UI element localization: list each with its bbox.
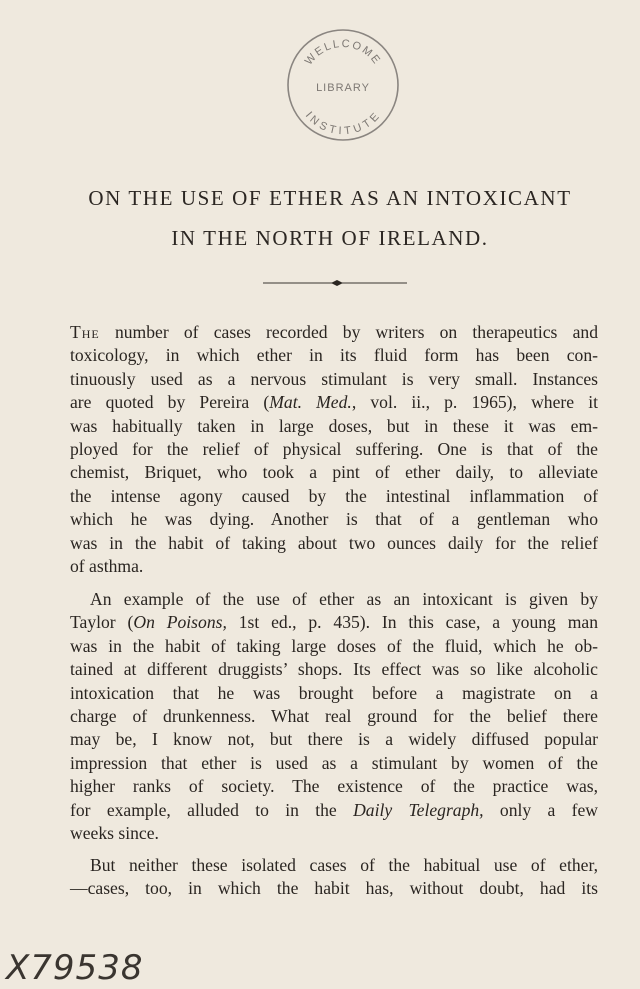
text-line: ployed for the relief of physical suffering. One is that of the <box>70 439 598 460</box>
text-line: intoxication that he was brought before a magistrate on a <box>70 682 598 703</box>
ornamental-rule <box>255 276 415 290</box>
text-line: tained at different druggists’ shops. Its effect was so like alcoholic <box>70 659 598 680</box>
text-line: number of cases recorded by writers on therapeutics and <box>99 322 598 342</box>
text-line: weeks since. <box>70 823 159 844</box>
text-line: Taylor (On Poisons, 1st ed., p. 435). In this case, a young man <box>70 612 598 633</box>
paragraph-3 <box>70 854 598 901</box>
library-stamp-graphic <box>283 25 403 145</box>
text-line: of asthma. <box>70 556 144 577</box>
paragraph-1 <box>70 321 598 578</box>
text-line: for example, alluded to in the Daily Telegraph, only a few <box>70 799 598 820</box>
citation-italic: Mat. Med. <box>269 392 352 413</box>
text-line: was habitually taken in large doses, but in these it was em- <box>70 415 598 436</box>
text-line: the intense agony caused by the intestinal inflammation of <box>70 485 598 506</box>
stamp-top-text: WELLCOME <box>302 37 384 68</box>
text-line: may be, I know not, but there is a widely diffused popular <box>70 729 598 750</box>
text-line: was in the habit of taking about two ounces daily for the relief <box>70 532 598 553</box>
dropcap-word: The <box>70 322 100 342</box>
text-line: But neither these isolated cases of the habitual use of ether, <box>90 855 598 875</box>
paragraph-2 <box>70 588 598 845</box>
text-line: are quoted by Pereira (Mat. Med., vol. ii., p. 1965), where it <box>70 392 598 413</box>
text-line: toxicology, in which ether in its fluid form has been con- <box>70 345 598 366</box>
text-line: which he was dying. Another is that of a gentleman who <box>70 509 598 530</box>
text-line: An example of the use of ether as an intoxicant is given by <box>90 589 598 609</box>
text-line: chemist, Briquet, who took a pint of ether daily, to alleviate <box>70 462 598 483</box>
text-line: was in the habit of taking large doses of the fluid, which he ob- <box>70 635 598 656</box>
title-line-2: IN THE NORTH OF IRELAND. <box>171 226 489 250</box>
stamp-center-text: LIBRARY <box>316 82 370 94</box>
citation-italic: On Poisons, <box>133 612 227 633</box>
text-line: —cases, too, in which the habit has, without doubt, had its <box>70 878 598 899</box>
citation-italic: Daily Telegraph, <box>353 799 484 820</box>
text-line: tinuously used as a nervous stimulant is very small. Instances <box>70 368 598 389</box>
stamp-bottom-text: INSTITUTE <box>302 109 383 138</box>
text-line: higher ranks of society. The existence of the practice was, <box>70 776 598 797</box>
text-line: charge of drunkenness. What real ground for the belief there <box>70 706 598 727</box>
library-stamp <box>283 25 403 145</box>
title-line-1: ON THE USE OF ETHER AS AN INTOXICANT <box>88 186 572 210</box>
text-line: impression that ether is used as a stimulant by women of the <box>70 752 598 773</box>
svg-text:WELLCOME <box>303 38 383 68</box>
accession-number: X79538 <box>6 948 144 988</box>
